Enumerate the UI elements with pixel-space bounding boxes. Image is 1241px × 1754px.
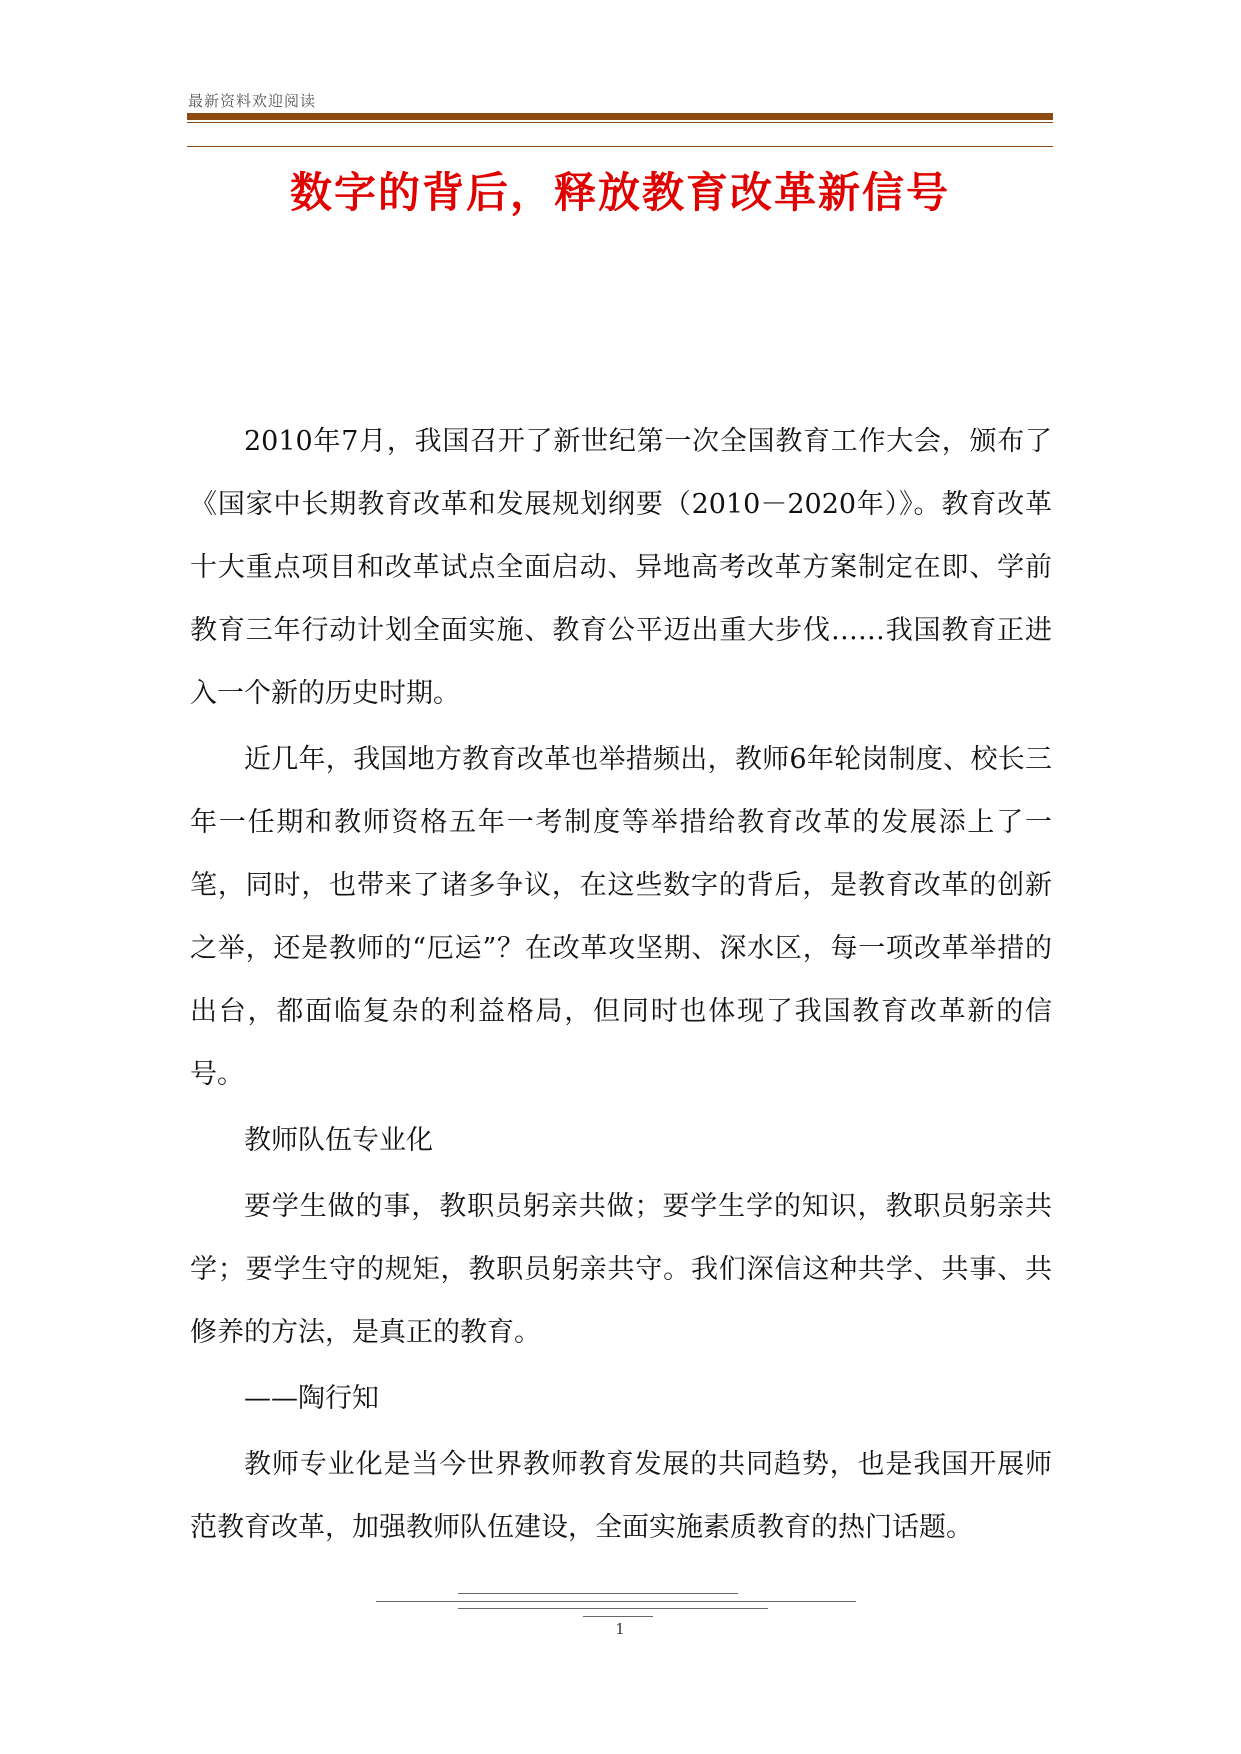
paragraph: 近几年，我国地方教育改革也举措频出，教师6年轮岗制度、校长三年一任期和教师资格五年一考制度等举措给教育改革的发展添上了一笔，同时，也带来了诸多争议，在这些数字的背后，是教育改革的创新之举，还是教师的“厄运”？在改革攻坚期、深水区，每一项改革举措的出台，都面临复杂的利益格局，但同时也体现了我国教育改革新的信号。 [190, 744, 1052, 1090]
page-number: 1 [615, 1620, 625, 1638]
footer-rule [376, 1601, 856, 1602]
quote-attribution: ——陶行知 [244, 1383, 379, 1414]
header-text: 最新资料欢迎阅读 [188, 92, 317, 110]
paragraph: 教师专业化是当今世界教师教育发展的共同趋势，也是我国开展师范教育改革，加强教师队伍建设，全面实施素质教育的热门话题。 [190, 1449, 1052, 1543]
paragraph: 2010年7月，我国召开了新世纪第一次全国教育工作大会，颁布了《国家中长期教育改革和发展规划纲要（2010－2020年）》。教育改革十大重点项目和改革试点全面启动、异地高考改革方案制定在即、学前教育三年行动计划全面实施、教育公平迈出重大步伐……我国教育正进入一个新的历史时期。 [190, 426, 1052, 709]
document-title: 数字的背后，释放教育改革新信号 [289, 168, 950, 217]
footer-rule [583, 1616, 653, 1617]
header-rule-lower [187, 146, 1053, 147]
section-heading: 教师队伍专业化 [244, 1125, 433, 1156]
footer-rule [458, 1608, 768, 1609]
header-rule [187, 113, 1053, 120]
header-rule-thin [187, 122, 1053, 123]
quote-paragraph: 要学生做的事，教职员躬亲共做；要学生学的知识，教职员躬亲共学；要学生守的规矩，教职员躬亲共守。我们深信这种共学、共事、共修养的方法，是真正的教育。 [190, 1191, 1052, 1348]
footer-rule [458, 1593, 738, 1594]
document-body [190, 410, 1052, 1562]
